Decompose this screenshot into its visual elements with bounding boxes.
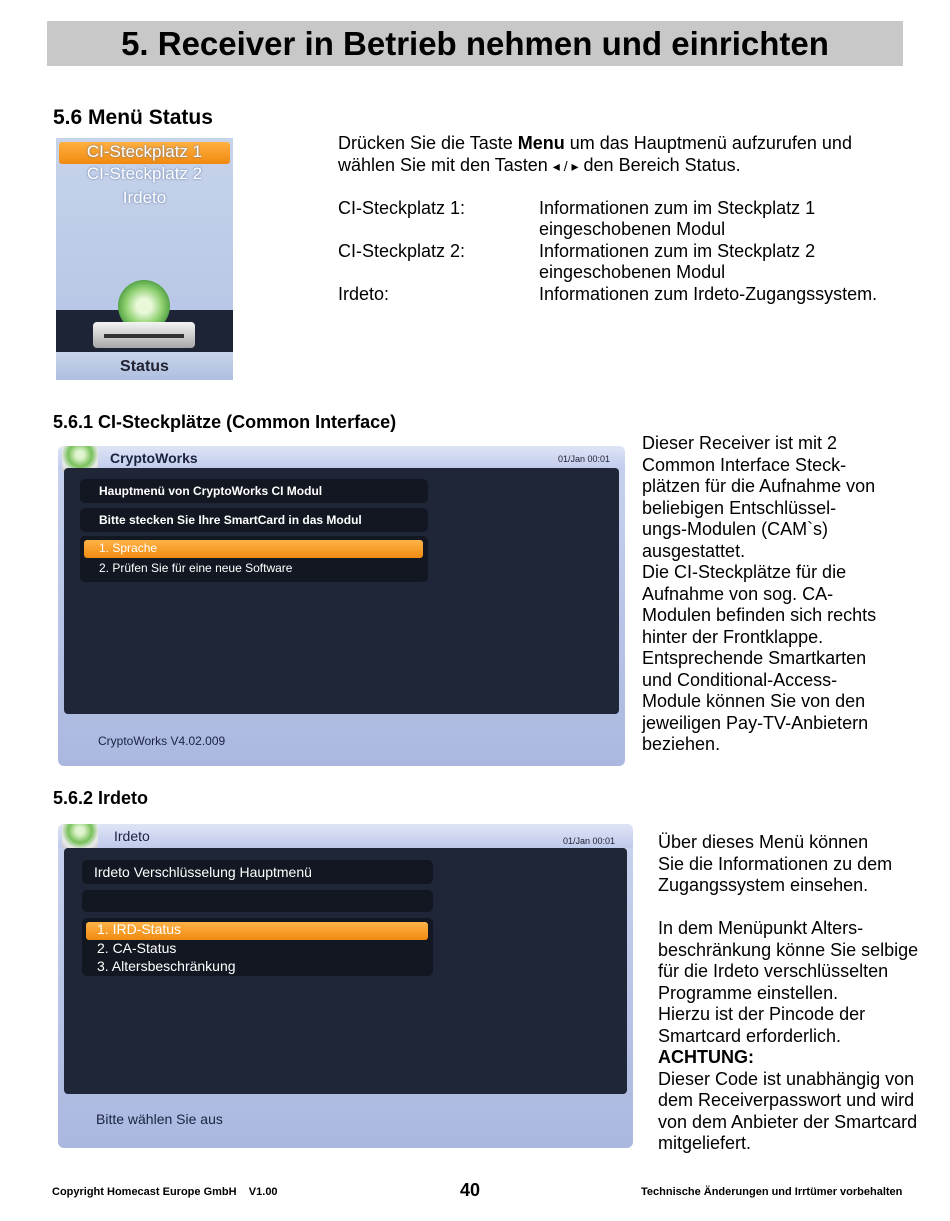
spacer — [658, 897, 948, 919]
intro-line-1: Drücken Sie die Taste Menu um das Hauptmenü aufzurufen und — [338, 133, 852, 153]
text-line: Smartcard erforderlich. — [658, 1025, 842, 1046]
definition-term: CI-Steckplatz 1: — [338, 198, 466, 218]
section-title: 5.6 Menü Status — [53, 106, 213, 129]
clock: 01/Jan 00:01 — [558, 454, 611, 464]
text-line: Hierzu ist der Pincode der — [658, 1004, 866, 1024]
menu-option: 1. Sprache — [99, 541, 158, 555]
text-line: Zugangssystem einsehen. — [658, 875, 869, 895]
menu-option: 3. Altersbeschränkung — [97, 958, 236, 974]
text-line: Module können Sie von den — [642, 691, 866, 711]
status-menu-item: Irdeto — [122, 188, 167, 207]
text-line: jeweiligen Pay-TV-Anbietern — [642, 712, 869, 733]
text-line: Programme einstellen. — [658, 982, 839, 1003]
text-line: beschränkung könne Sie selbige — [658, 939, 919, 960]
menu-empty-row — [82, 890, 433, 912]
footer-hint: Bitte wählen Sie aus — [96, 1111, 223, 1127]
definition-desc: eingeschobenen Modul — [539, 262, 726, 282]
definition-term: CI-Steckplatz 2: — [338, 241, 466, 261]
chapter-title: 5. Receiver in Betrieb nehmen und einrichten — [47, 21, 903, 66]
status-label: Status — [56, 352, 233, 380]
text-line: In dem Menüpunkt Alters- — [658, 918, 864, 938]
text-line: Über dieses Menü können — [658, 832, 869, 852]
menu-option: 2. CA-Status — [97, 940, 177, 956]
text-line: ungs-Modulen (CAM`s) — [642, 519, 829, 539]
subsection-title-irdeto: 5.6.2 Irdeto — [53, 788, 149, 808]
menu-message: Bitte stecken Sie Ihre SmartCard in das Modul — [80, 508, 428, 532]
text-line: und Conditional-Access- — [642, 669, 838, 690]
irdeto-logo-icon — [62, 824, 98, 850]
screen-title: Irdeto — [114, 828, 150, 844]
menu-header: Irdeto Verschlüsselung Hauptmenü — [82, 860, 433, 884]
definition-term: Irdeto: — [338, 284, 390, 304]
irdeto-screenshot — [58, 824, 633, 1148]
version-label: CryptoWorks V4.02.009 — [98, 734, 226, 748]
text-line: Sie die Informationen zu dem — [658, 853, 893, 874]
menu-option: 1. IRD-Status — [97, 921, 182, 937]
text-line: mitgeliefert. — [658, 1133, 752, 1153]
cryptoworks-screenshot — [58, 446, 625, 766]
status-menu-item: CI-Steckplatz 2 — [86, 164, 203, 183]
text-line: hinter der Frontklappe. — [642, 626, 824, 647]
menu-header: Hauptmenü von CryptoWorks CI Modul — [80, 479, 428, 503]
text-line: dem Receiverpasswort und wird — [658, 1090, 915, 1110]
footer-disclaimer: Technische Änderungen und Irrtümer vorbehalten — [641, 1186, 903, 1198]
text-line: Dieser Code ist unabhängig von — [658, 1068, 915, 1089]
menu-option: 2. Prüfen Sie für eine neue Software — [99, 561, 293, 575]
clock: 01/Jan 00:01 — [563, 836, 616, 846]
text-line: Die CI-Steckplätze für die — [642, 562, 847, 582]
screen-title: CryptoWorks — [110, 450, 198, 466]
definition-desc: Informationen zum im Steckplatz 1 — [539, 198, 816, 218]
definition-desc: eingeschobenen Modul — [539, 219, 726, 239]
subsection-title-ci: 5.6.1 CI-Steckplätze (Common Interface) — [53, 412, 397, 432]
intro-line-2: wählen Sie mit den Tasten ◂ / ▸ den Bereich Status. — [338, 154, 741, 175]
text-line: ausgestattet. — [642, 540, 746, 561]
text-line: Common Interface Steck- — [642, 454, 847, 475]
text-line: beziehen. — [642, 734, 721, 754]
definition-desc: Informationen zum im Steckplatz 2 — [539, 241, 816, 261]
text-line: Dieser Receiver ist mit 2 — [642, 433, 838, 453]
screen-area — [64, 468, 619, 714]
text-line: Aufnahme von sog. CA- — [642, 583, 834, 604]
text-line: plätzen für die Aufnahme von — [642, 476, 876, 496]
ci-description — [642, 433, 942, 756]
text-line: Entsprechende Smartkarten — [642, 648, 867, 668]
footer-copyright: Copyright Homecast Europe GmbH V1.00 — [52, 1186, 278, 1198]
warning-label: ACHTUNG: — [658, 1047, 754, 1067]
text-line: für die Irdeto verschlüsselten — [658, 961, 889, 981]
irdeto-description — [658, 832, 948, 1155]
status-menu-screenshot — [56, 138, 233, 380]
text-line: Modulen befinden sich rechts — [642, 605, 877, 625]
status-menu-item: CI-Steckplatz 1 — [86, 142, 203, 161]
device-slot — [104, 334, 184, 338]
text-line: von dem Anbieter der Smartcard — [658, 1111, 918, 1132]
intro-text — [338, 133, 918, 177]
text-line: beliebigen Entschlüssel- — [642, 497, 837, 518]
page-number: 40 — [460, 1180, 481, 1200]
arrow-keys-icon: ◂ / ▸ — [552, 157, 579, 174]
definition-desc: Informationen zum Irdeto-Zugangssystem. — [539, 284, 878, 304]
